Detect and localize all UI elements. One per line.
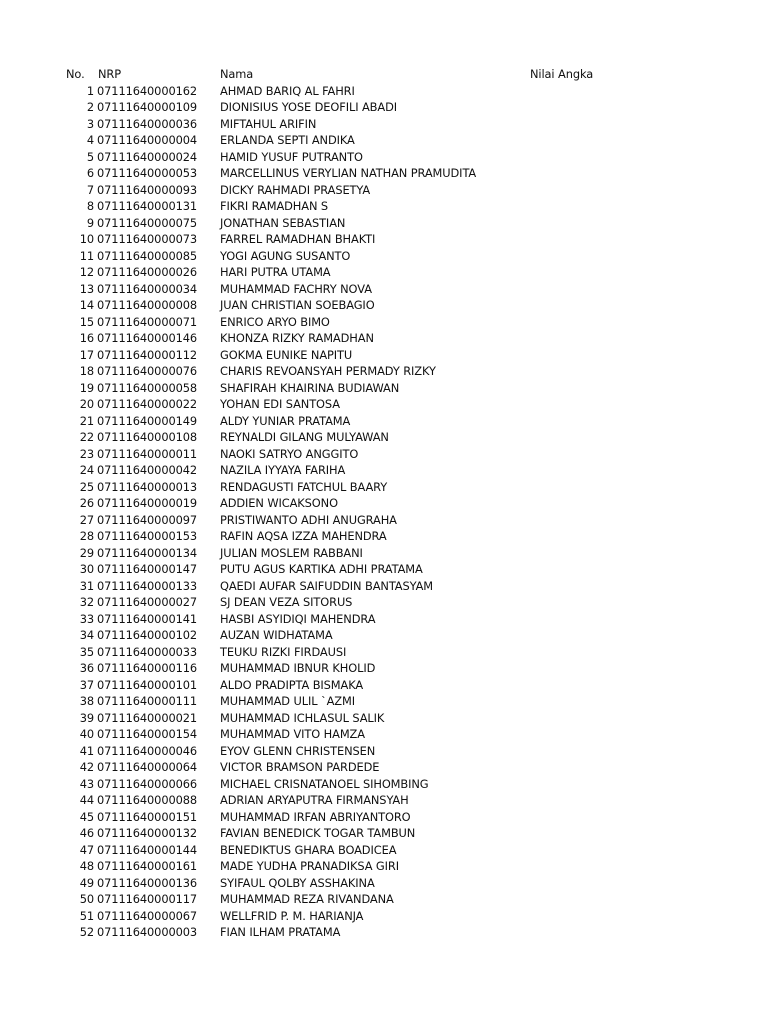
- student-name: MICHAEL CRISNATANOEL SIHOMBING: [220, 776, 429, 791]
- table-row: [0, 528, 768, 545]
- row-number: 14: [79, 298, 94, 312]
- table-body: [0, 83, 768, 941]
- student-nrp: 07111640000108: [97, 430, 198, 444]
- table-row: [0, 116, 768, 133]
- table-row: [0, 924, 768, 941]
- table-row: [0, 479, 768, 496]
- student-nrp: 07111640000111: [97, 694, 198, 708]
- row-number: 44: [79, 793, 94, 807]
- table-row: [0, 314, 768, 331]
- student-nrp: 07111640000058: [97, 380, 198, 395]
- student-nrp: 07111640000073: [97, 232, 198, 246]
- table-row: [0, 759, 768, 776]
- student-nrp: 07111640000026: [97, 265, 198, 279]
- student-name: MARCELLINUS VERYLIAN NATHAN PRAMUDITA: [220, 166, 477, 180]
- student-nrp: 07111640000147: [97, 562, 198, 576]
- student-name: FARREL RAMADHAN BHAKTI: [220, 232, 376, 246]
- student-name: SYIFAUL QOLBY ASSHAKINA: [220, 875, 375, 890]
- row-number: 15: [79, 314, 94, 329]
- row-number: 8: [86, 199, 94, 213]
- student-name: TEUKU RIZKI FIRDAUSI: [220, 644, 347, 659]
- table-row: [0, 99, 768, 116]
- row-number: 2: [86, 100, 94, 114]
- table-row: [0, 264, 768, 281]
- student-nrp: 07111640000008: [97, 298, 198, 312]
- table-row: [0, 908, 768, 925]
- row-number: 27: [79, 512, 94, 527]
- student-name: ENRICO ARYO BIMO: [220, 314, 330, 329]
- student-nrp: 07111640000019: [97, 496, 198, 510]
- table-row: [0, 182, 768, 199]
- student-nrp: 07111640000013: [97, 479, 198, 494]
- student-nrp: 07111640000033: [97, 644, 198, 659]
- student-nrp: 07111640000075: [97, 215, 198, 230]
- student-nrp: 07111640000151: [97, 809, 198, 824]
- student-nrp: 07111640000071: [97, 314, 198, 329]
- table-row: [0, 660, 768, 677]
- student-nrp: 07111640000022: [97, 397, 198, 411]
- student-name: REYNALDI GILANG MULYAWAN: [220, 430, 389, 444]
- student-nrp: 07111640000046: [97, 743, 198, 758]
- student-name: HARI PUTRA UTAMA: [220, 265, 331, 279]
- row-number: 30: [79, 562, 94, 576]
- student-name: MUHAMMAD VITO HAMZA: [220, 727, 365, 741]
- student-nrp: 07111640000024: [97, 149, 198, 164]
- row-number: 29: [79, 545, 94, 560]
- student-name: BENEDIKTUS GHARA BOADICEA: [220, 842, 397, 857]
- row-number: 9: [86, 215, 94, 230]
- table-row: [0, 215, 768, 232]
- table-row: [0, 644, 768, 661]
- row-number: 7: [86, 182, 94, 197]
- student-name: NAZILA IYYAYA FARIHA: [220, 463, 346, 477]
- student-nrp: 07111640000102: [97, 628, 198, 642]
- student-name: MUHAMMAD ULIL `AZMI: [220, 694, 355, 708]
- student-name: MUHAMMAD REZA RIVANDANA: [220, 892, 394, 906]
- student-name: SJ DEAN VEZA SITORUS: [220, 595, 353, 609]
- table-row: [0, 446, 768, 463]
- student-name: FIKRI RAMADHAN S: [220, 199, 329, 213]
- student-nrp: 07111640000053: [97, 166, 198, 180]
- student-name: NAOKI SATRYO ANGGITO: [220, 446, 359, 461]
- table-row: [0, 380, 768, 397]
- row-number: 23: [79, 446, 94, 461]
- student-nrp: 07111640000036: [97, 116, 198, 131]
- student-nrp: 07111640000112: [97, 347, 198, 362]
- student-nrp: 07111640000154: [97, 727, 198, 741]
- row-number: 49: [79, 875, 94, 890]
- student-name: ADRIAN ARYAPUTRA FIRMANSYAH: [220, 793, 409, 807]
- table-row: [0, 578, 768, 595]
- table-row: [0, 198, 768, 215]
- table-row: [0, 561, 768, 578]
- student-nrp: 07111640000066: [97, 776, 198, 791]
- student-name: KHONZA RIZKY RAMADHAN: [220, 331, 374, 345]
- table-row: [0, 429, 768, 446]
- row-number: 38: [79, 694, 94, 708]
- table-row: [0, 776, 768, 793]
- table-row: [0, 297, 768, 314]
- table-row: [0, 330, 768, 347]
- student-nrp: 07111640000161: [97, 859, 198, 873]
- row-number: 36: [79, 661, 94, 675]
- student-nrp: 07111640000133: [97, 578, 198, 593]
- table-row: [0, 858, 768, 875]
- row-number: 34: [79, 628, 94, 642]
- student-name: ALDO PRADIPTA BISMAKA: [220, 677, 364, 692]
- row-number: 19: [79, 380, 94, 395]
- table-row: [0, 83, 768, 100]
- table-row: [0, 842, 768, 859]
- row-number: 48: [79, 859, 94, 873]
- student-nrp: 07111640000109: [97, 100, 198, 114]
- student-nrp: 07111640000097: [97, 512, 198, 527]
- row-number: 31: [79, 578, 94, 593]
- student-nrp: 07111640000153: [97, 529, 198, 543]
- student-nrp: 07111640000144: [97, 842, 198, 857]
- row-number: 35: [79, 644, 94, 659]
- student-nrp: 07111640000021: [97, 710, 198, 725]
- student-nrp: 07111640000011: [97, 446, 198, 461]
- student-nrp: 07111640000076: [97, 364, 198, 378]
- student-name: PRISTIWANTO ADHI ANUGRAHA: [220, 512, 397, 527]
- table-row: [0, 363, 768, 380]
- table-row: [0, 875, 768, 892]
- row-number: 26: [79, 496, 94, 510]
- student-name: FAVIAN BENEDICK TOGAR TAMBUN: [220, 826, 416, 840]
- table-row: [0, 396, 768, 413]
- row-number: 50: [79, 892, 94, 906]
- row-number: 43: [79, 776, 94, 791]
- student-nrp: 07111640000101: [97, 677, 198, 692]
- column-header-no: No.: [66, 67, 85, 81]
- student-name: WELLFRID P. M. HARIANJA: [220, 908, 364, 923]
- table-row: [0, 792, 768, 809]
- row-number: 5: [86, 149, 94, 164]
- row-number: 4: [86, 133, 94, 147]
- student-name: MIFTAHUL ARIFIN: [220, 116, 317, 131]
- table-row: [0, 726, 768, 743]
- student-name: GOKMA EUNIKE NAPITU: [220, 347, 353, 362]
- table-header-row: [0, 66, 768, 83]
- student-nrp: 07111640000093: [97, 182, 198, 197]
- row-number: 45: [79, 809, 94, 824]
- row-number: 10: [79, 232, 94, 246]
- student-nrp: 07111640000162: [97, 83, 198, 98]
- student-name: HASBI ASYIDIQI MAHENDRA: [220, 611, 376, 626]
- student-nrp: 07111640000116: [97, 661, 198, 675]
- row-number: 25: [79, 479, 94, 494]
- student-name: ALDY YUNIAR PRATAMA: [220, 413, 351, 428]
- student-name: SHAFIRAH KHAIRINA BUDIAWAN: [220, 380, 400, 395]
- row-number: 33: [79, 611, 94, 626]
- row-number: 32: [79, 595, 94, 609]
- student-nrp: 07111640000149: [97, 413, 198, 428]
- student-name: HAMID YUSUF PUTRANTO: [220, 149, 363, 164]
- student-name: DIONISIUS YOSE DEOFILI ABADI: [220, 100, 398, 114]
- student-nrp: 07111640000003: [97, 925, 198, 939]
- student-nrp: 07111640000042: [97, 463, 198, 477]
- row-number: 39: [79, 710, 94, 725]
- student-name: YOHAN EDI SANTOSA: [220, 397, 340, 411]
- student-name: MUHAMMAD FACHRY NOVA: [220, 281, 372, 296]
- row-number: 18: [79, 364, 94, 378]
- row-number: 41: [79, 743, 94, 758]
- student-nrp: 07111640000064: [97, 760, 198, 774]
- row-number: 16: [79, 331, 94, 345]
- student-name: EYOV GLENN CHRISTENSEN: [220, 743, 376, 758]
- student-name: RAFIN AQSA IZZA MAHENDRA: [220, 529, 387, 543]
- student-name: ADDIEN WICAKSONO: [220, 496, 338, 510]
- student-nrp: 07111640000088: [97, 793, 198, 807]
- row-number: 37: [79, 677, 94, 692]
- row-number: 21: [79, 413, 94, 428]
- column-header-nrp: NRP: [98, 67, 122, 81]
- table-row: [0, 743, 768, 760]
- student-name: CHARIS REVOANSYAH PERMADY RIZKY: [220, 364, 436, 378]
- student-nrp: 07111640000034: [97, 281, 198, 296]
- student-grade-table: [0, 66, 768, 941]
- student-name: AUZAN WIDHATAMA: [220, 628, 333, 642]
- student-name: JONATHAN SEBASTIAN: [220, 215, 346, 230]
- table-row: [0, 462, 768, 479]
- row-number: 42: [79, 760, 94, 774]
- student-name: MUHAMMAD ICHLASUL SALIK: [220, 710, 385, 725]
- student-nrp: 07111640000117: [97, 892, 198, 906]
- table-row: [0, 231, 768, 248]
- student-nrp: 07111640000141: [97, 611, 198, 626]
- student-name: DICKY RAHMADI PRASETYA: [220, 182, 371, 197]
- table-row: [0, 825, 768, 842]
- student-name: ERLANDA SEPTI ANDIKA: [220, 133, 355, 147]
- student-name: AHMAD BARIQ AL FAHRI: [220, 83, 355, 98]
- table-row: [0, 281, 768, 298]
- table-row: [0, 693, 768, 710]
- table-row: [0, 677, 768, 694]
- row-number: 40: [79, 727, 94, 741]
- student-name: RENDAGUSTI FATCHUL BAARY: [220, 479, 388, 494]
- column-header-nilai-angka: Nilai Angka: [530, 67, 594, 81]
- row-number: 1: [86, 83, 94, 98]
- table-row: [0, 413, 768, 430]
- row-number: 13: [79, 281, 94, 296]
- row-number: 47: [79, 842, 94, 857]
- table-row: [0, 627, 768, 644]
- row-number: 22: [79, 430, 94, 444]
- row-number: 28: [79, 529, 94, 543]
- student-nrp: 07111640000136: [97, 875, 198, 890]
- table-row: [0, 710, 768, 727]
- student-name: MUHAMMAD IBNUR KHOLID: [220, 661, 376, 675]
- student-name: JUAN CHRISTIAN SOEBAGIO: [220, 298, 375, 312]
- student-name: JULIAN MOSLEM RABBANI: [220, 545, 363, 560]
- table-row: [0, 149, 768, 166]
- row-number: 52: [79, 925, 94, 939]
- student-nrp: 07111640000146: [97, 331, 198, 345]
- column-header-nama: Nama: [220, 67, 254, 81]
- table-row: [0, 545, 768, 562]
- table-row: [0, 165, 768, 182]
- student-name: YOGI AGUNG SUSANTO: [220, 248, 351, 263]
- student-name: FIAN ILHAM PRATAMA: [220, 925, 341, 939]
- student-nrp: 07111640000085: [97, 248, 198, 263]
- table-row: [0, 132, 768, 149]
- student-name: MADE YUDHA PRANADIKSA GIRI: [220, 859, 399, 873]
- table-row: [0, 347, 768, 364]
- student-nrp: 07111640000004: [97, 133, 198, 147]
- student-name: MUHAMMAD IRFAN ABRIYANTORO: [220, 809, 411, 824]
- row-number: 12: [79, 265, 94, 279]
- student-nrp: 07111640000134: [97, 545, 198, 560]
- table-row: [0, 248, 768, 265]
- row-number: 3: [86, 116, 94, 131]
- row-number: 11: [79, 248, 94, 263]
- student-name: QAEDI AUFAR SAIFUDDIN BANTASYAM: [220, 578, 434, 593]
- student-name: PUTU AGUS KARTIKA ADHI PRATAMA: [220, 562, 423, 576]
- row-number: 46: [79, 826, 94, 840]
- table-row: [0, 891, 768, 908]
- row-number: 24: [79, 463, 94, 477]
- student-name: VICTOR BRAMSON PARDEDE: [220, 760, 380, 774]
- student-nrp: 07111640000067: [97, 908, 198, 923]
- table-row: [0, 611, 768, 628]
- student-nrp: 07111640000027: [97, 595, 198, 609]
- row-number: 17: [79, 347, 94, 362]
- student-nrp: 07111640000132: [97, 826, 198, 840]
- student-nrp: 07111640000131: [97, 199, 198, 213]
- table-row: [0, 594, 768, 611]
- table-row: [0, 495, 768, 512]
- row-number: 51: [79, 908, 94, 923]
- table-row: [0, 809, 768, 826]
- row-number: 20: [79, 397, 94, 411]
- row-number: 6: [86, 166, 94, 180]
- table-row: [0, 512, 768, 529]
